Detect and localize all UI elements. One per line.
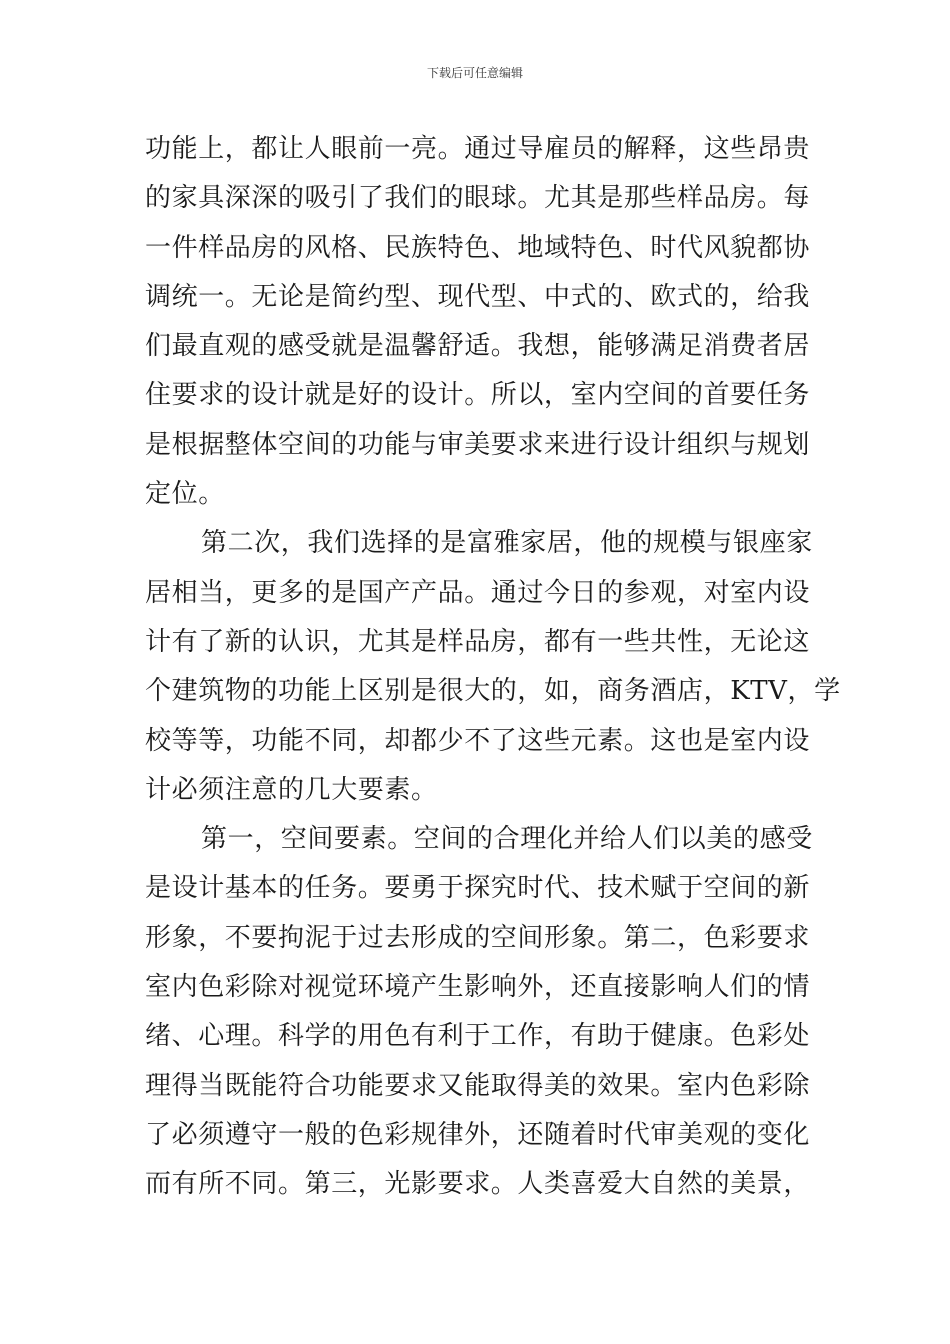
paragraph-first-line: 第一，空间要素。空间的合理化并给人们以美的感受 bbox=[201, 824, 813, 855]
text-line: 形象，不要拘泥于过去形成的空间形象。第二，色彩要求 bbox=[145, 922, 811, 953]
text-line: 住要求的设计就是好的设计。所以，室内空间的首要任务 bbox=[145, 380, 811, 411]
text-line: 功能上，都让人眼前一亮。通过导雇员的解释，这些昂贵 bbox=[145, 134, 811, 164]
text-line: 而有所不同。第三，光影要求。人类喜爱大自然的美景， bbox=[145, 1169, 811, 1200]
text-line: 居相当，更多的是国产产品。通过今日的参观，对室内设 bbox=[145, 577, 811, 608]
text-line: 计有了新的认识，尤其是样品房，都有一些共性，无论这 bbox=[145, 626, 811, 657]
text-line: 定位。 bbox=[145, 479, 225, 510]
text-line: 室内色彩除对视觉环境产生影响外，还直接影响人们的情 bbox=[145, 972, 811, 1003]
text-line: 绪、心理。科学的用色有利于工作，有助于健康。色彩处 bbox=[145, 1021, 811, 1052]
text-line: 们最直观的感受就是温馨舒适。我想，能够满足消费者居 bbox=[145, 331, 811, 362]
paragraph-first-line: 第二次，我们选择的是富雅家居，他的规模与银座家 bbox=[201, 528, 813, 559]
text-line: 是设计基本的任务。要勇于探究时代、技术赋于空间的新 bbox=[145, 873, 811, 904]
text-line: 的家具深深的吸引了我们的眼球。尤其是那些样品房。每 bbox=[145, 183, 811, 214]
text-line: 计必须注意的几大要素。 bbox=[145, 774, 438, 805]
text-line: 个建筑物的功能上区别是很大的，如，商务酒店，KTV，学 bbox=[145, 676, 841, 707]
text-line: 调统一。无论是简约型、现代型、中式的、欧式的，给我 bbox=[145, 281, 811, 312]
text-line: 是根据整体空间的功能与审美要求来进行设计组织与规划 bbox=[145, 429, 811, 460]
text-line: 一件样品房的风格、民族特色、地域特色、时代风貌都协 bbox=[145, 232, 811, 263]
page-header: 下载后可任意编辑 bbox=[426, 66, 523, 80]
text-line: 理得当既能符合功能要求又能取得美的效果。室内色彩除 bbox=[145, 1070, 811, 1101]
text-line: 校等等，功能不同，却都少不了这些元素。这也是室内设 bbox=[145, 725, 811, 756]
text-line: 了必须遵守一般的色彩规律外，还随着时代审美观的变化 bbox=[145, 1119, 811, 1150]
body-text bbox=[145, 125, 841, 1210]
